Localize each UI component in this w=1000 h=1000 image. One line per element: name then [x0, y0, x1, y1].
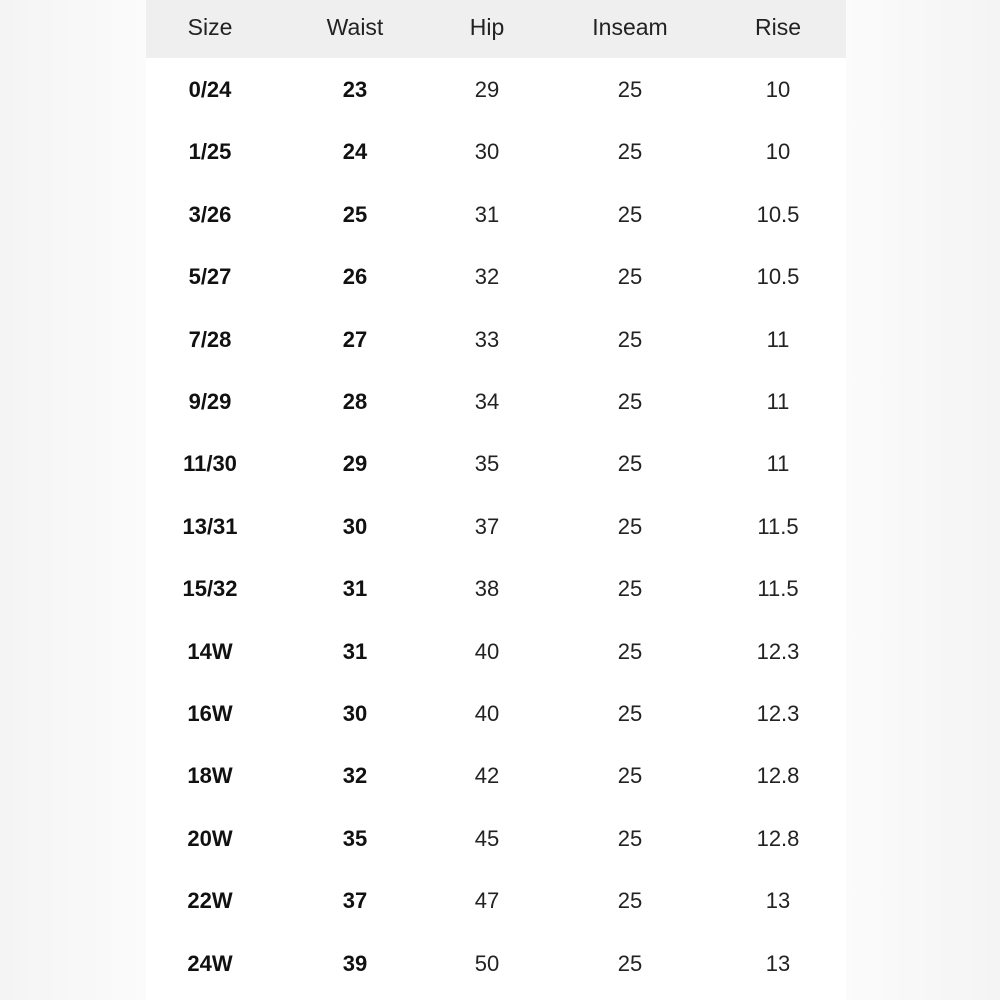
cell-waist: 24	[342, 139, 368, 165]
cell-hip: 42	[474, 763, 500, 789]
cell-hip: 33	[474, 326, 500, 352]
cell-inseam: 25	[617, 825, 643, 851]
cell-inseam: 25	[617, 950, 643, 976]
table-row	[146, 933, 846, 995]
page-backdrop-right	[846, 0, 1000, 1000]
cell-size: 24W	[187, 950, 233, 976]
cell-size: 9/29	[188, 389, 232, 414]
cell-rise: 10	[765, 139, 791, 165]
cell-hip: 30	[474, 139, 500, 165]
cell-hip: 47	[474, 888, 500, 914]
cell-rise: 13	[765, 888, 791, 914]
cell-size: 15/32	[182, 576, 238, 602]
cell-size: 3/26	[188, 201, 232, 227]
table-row	[146, 121, 846, 183]
table-row	[146, 309, 846, 371]
cell-size: 14W	[187, 638, 233, 664]
cell-waist: 30	[342, 513, 368, 539]
cell-inseam: 25	[617, 389, 643, 414]
cell-inseam: 25	[617, 201, 643, 227]
cell-size: 20W	[187, 825, 233, 851]
cell-hip: 29	[474, 77, 500, 102]
cell-waist: 31	[342, 576, 368, 602]
cell-rise: 10.5	[756, 264, 800, 290]
header-rise: Rise	[754, 14, 801, 40]
cell-hip: 38	[474, 576, 500, 602]
cell-inseam: 25	[617, 638, 643, 664]
cell-size: 16W	[187, 701, 233, 726]
cell-waist: 27	[342, 326, 368, 352]
table-row	[146, 621, 846, 683]
cell-size: 18W	[187, 763, 233, 789]
cell-size: 5/27	[188, 264, 232, 290]
page-backdrop-left	[0, 0, 146, 1000]
cell-waist: 26	[342, 264, 368, 290]
cell-rise: 12.3	[756, 638, 800, 664]
cell-rise: 12.8	[756, 763, 800, 789]
cell-size: 22W	[187, 888, 233, 914]
cell-inseam: 25	[617, 576, 643, 602]
table-row	[146, 558, 846, 620]
cell-size: 11/30	[183, 451, 237, 477]
table-row	[146, 246, 846, 308]
cell-rise: 10.5	[756, 201, 800, 227]
table-row	[146, 433, 846, 495]
cell-rise: 13	[765, 950, 791, 976]
table-row	[146, 371, 846, 433]
cell-inseam: 25	[617, 326, 643, 352]
cell-hip: 35	[474, 451, 500, 477]
cell-rise: 12.8	[756, 825, 800, 851]
cell-waist: 28	[342, 389, 368, 414]
cell-hip: 31	[474, 201, 500, 227]
cell-rise: 11	[766, 326, 790, 352]
cell-inseam: 25	[617, 888, 643, 914]
cell-rise: 11	[766, 389, 790, 414]
cell-waist: 25	[342, 201, 368, 227]
cell-waist: 35	[342, 825, 368, 851]
header-size: Size	[187, 14, 233, 40]
cell-size: 0/24	[188, 77, 232, 102]
table-row	[146, 808, 846, 870]
cell-inseam: 25	[617, 77, 643, 102]
cell-hip: 40	[474, 701, 500, 726]
table-row	[146, 683, 846, 745]
header-hip: Hip	[469, 14, 505, 40]
cell-size: 1/25	[188, 139, 232, 165]
cell-rise: 11	[766, 451, 790, 477]
table-header-row	[146, 0, 846, 58]
table-row	[146, 59, 846, 121]
cell-hip: 34	[474, 389, 500, 414]
cell-rise: 11.5	[757, 576, 799, 602]
cell-hip: 40	[474, 638, 500, 664]
cell-waist: 32	[342, 763, 368, 789]
cell-hip: 45	[474, 825, 500, 851]
header-inseam: Inseam	[592, 14, 668, 40]
cell-waist: 31	[342, 638, 368, 664]
cell-inseam: 25	[617, 451, 643, 477]
cell-hip: 50	[474, 950, 500, 976]
size-chart-table	[146, 0, 846, 1000]
cell-inseam: 25	[617, 763, 643, 789]
cell-inseam: 25	[617, 264, 643, 290]
cell-inseam: 25	[617, 513, 643, 539]
cell-hip: 37	[474, 513, 500, 539]
cell-waist: 30	[342, 701, 368, 726]
table-row	[146, 496, 846, 558]
table-row	[146, 870, 846, 932]
cell-waist: 37	[342, 888, 368, 914]
cell-size: 7/28	[188, 326, 232, 352]
cell-inseam: 25	[617, 139, 643, 165]
cell-size: 13/31	[182, 513, 238, 539]
cell-rise: 10	[765, 77, 791, 102]
cell-rise: 11.5	[757, 513, 799, 539]
cell-waist: 23	[342, 77, 368, 102]
header-waist: Waist	[326, 14, 384, 40]
table-row	[146, 184, 846, 246]
cell-waist: 39	[342, 950, 368, 976]
cell-hip: 32	[474, 264, 500, 290]
cell-waist: 29	[342, 451, 368, 477]
table-row	[146, 745, 846, 807]
cell-inseam: 25	[617, 701, 643, 726]
cell-rise: 12.3	[756, 701, 800, 726]
